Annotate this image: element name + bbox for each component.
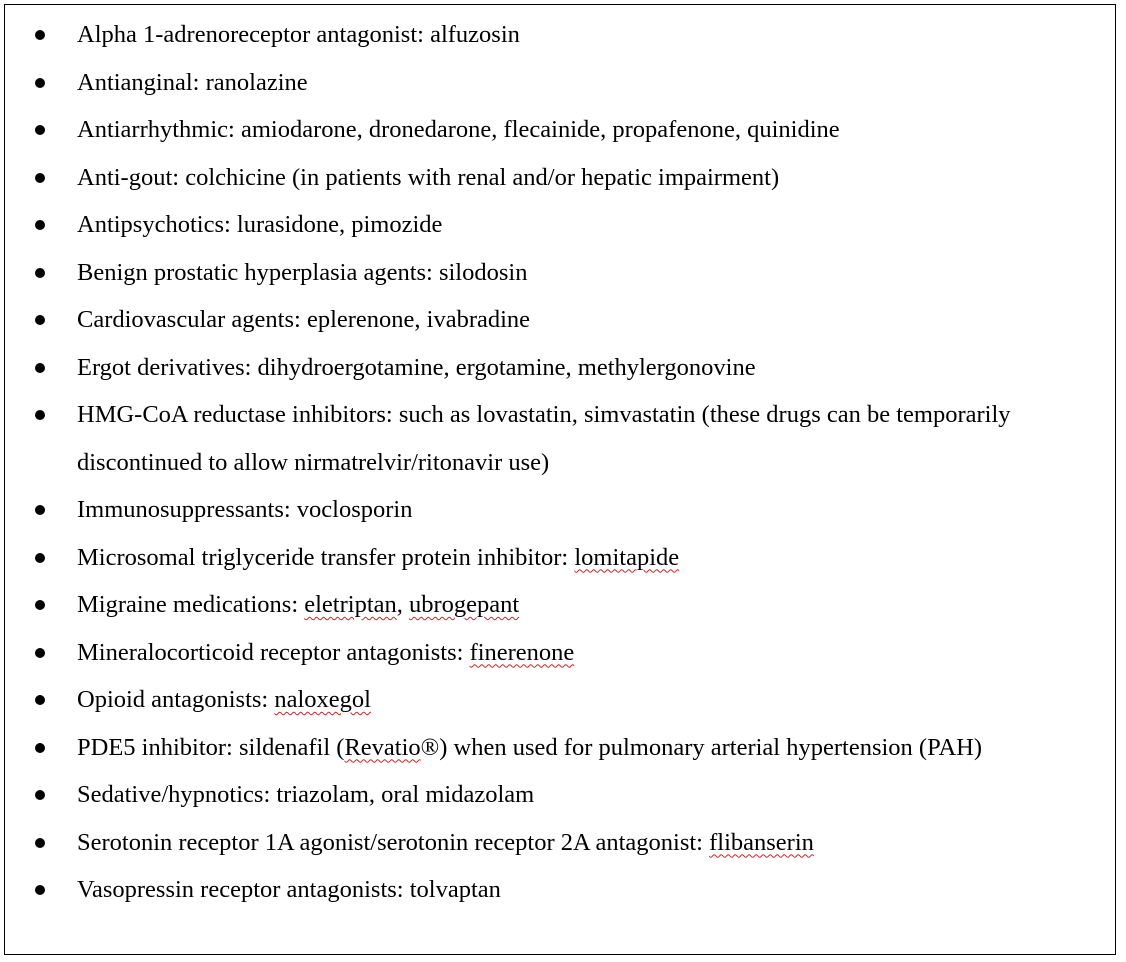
list-item	[5, 819, 1115, 867]
list-item	[5, 344, 1115, 392]
list-item	[5, 581, 1115, 629]
item-text: Benign prostatic hyperplasia agents: silodosin	[77, 258, 528, 286]
item-text: PDE5 inhibitor: sildenafil (	[77, 733, 345, 761]
item-text: Antipsychotics: lurasidone, pimozide	[77, 211, 443, 238]
list-item	[5, 391, 1115, 486]
list-item	[5, 724, 1115, 772]
contraindicated-drugs-box	[4, 4, 1116, 955]
list-item	[5, 296, 1115, 344]
list-item	[5, 201, 1115, 249]
spellcheck-flagged-word: Revatio	[344, 733, 421, 761]
bullet-icon	[35, 600, 45, 610]
spellcheck-flagged-word: flibanserin	[709, 828, 814, 856]
spellcheck-flagged-word: finerenone	[469, 638, 575, 666]
item-text: HMG-CoA reductase inhibitors: such as lovastatin, simvastatin (these drugs can be temporarily discontinued to allow nirmatrelvir/ritonavir use)	[77, 401, 1011, 476]
bullet-icon	[35, 743, 45, 753]
item-text: Anti-gout: colchicine (in patients with renal and/or hepatic impairment)	[77, 163, 780, 191]
item-text: Ergot derivatives: dihydroergotamine, ergotamine, methylergonovine	[77, 353, 756, 381]
bullet-icon	[35, 363, 45, 373]
bullet-icon	[35, 268, 45, 278]
bullet-icon	[35, 173, 45, 183]
list-item	[5, 11, 1115, 59]
bullet-icon	[35, 838, 45, 848]
bullet-icon	[35, 220, 45, 230]
bullet-icon	[35, 505, 45, 515]
item-text: ,	[396, 591, 410, 618]
spellcheck-flagged-word: eletriptan	[304, 591, 397, 618]
spellcheck-flagged-word: ubrogepant	[409, 591, 520, 618]
list-item	[5, 676, 1115, 724]
list-item	[5, 154, 1115, 202]
spellcheck-flagged-word: naloxegol	[274, 686, 371, 713]
list-item	[5, 629, 1115, 677]
bullet-icon	[35, 78, 45, 88]
item-text: ®) when used for pulmonary arterial hypertension (PAH)	[420, 733, 982, 761]
item-text: Mineralocorticoid receptor antagonists:	[77, 638, 470, 666]
bullet-icon	[35, 410, 45, 420]
list-item	[5, 771, 1115, 819]
bullet-icon	[35, 885, 45, 895]
list-item	[5, 106, 1115, 154]
list-item	[5, 866, 1115, 914]
item-text: Migraine medications:	[77, 591, 305, 618]
bullet-icon	[35, 125, 45, 135]
bullet-icon	[35, 315, 45, 325]
item-text: Antianginal: ranolazine	[77, 68, 308, 96]
item-text: Antiarrhythmic: amiodarone, dronedarone, flecainide, propafenone, quinidine	[77, 116, 840, 143]
bullet-icon	[35, 695, 45, 705]
bullet-icon	[35, 30, 45, 40]
item-text: Alpha 1-adrenoreceptor antagonist: alfuzosin	[77, 21, 520, 48]
item-text: Serotonin receptor 1A agonist/serotonin receptor 2A antagonist:	[77, 828, 710, 856]
list-item	[5, 486, 1115, 534]
bullet-icon	[35, 648, 45, 658]
bullet-icon	[35, 553, 45, 563]
list-item	[5, 249, 1115, 297]
drug-list	[5, 11, 1115, 914]
list-item	[5, 534, 1115, 582]
list-item	[5, 59, 1115, 107]
item-text: Cardiovascular agents: eplerenone, ivabradine	[77, 306, 531, 333]
spellcheck-flagged-word: lomitapide	[574, 543, 680, 571]
item-text: Sedative/hypnotics: triazolam, oral midazolam	[77, 781, 535, 808]
item-text: Vasopressin receptor antagonists: tolvaptan	[77, 876, 501, 903]
item-text: Microsomal triglyceride transfer protein inhibitor:	[77, 543, 575, 571]
item-text: Immunosuppressants: voclosporin	[77, 496, 413, 523]
item-text: Opioid antagonists:	[77, 686, 275, 713]
bullet-icon	[35, 790, 45, 800]
